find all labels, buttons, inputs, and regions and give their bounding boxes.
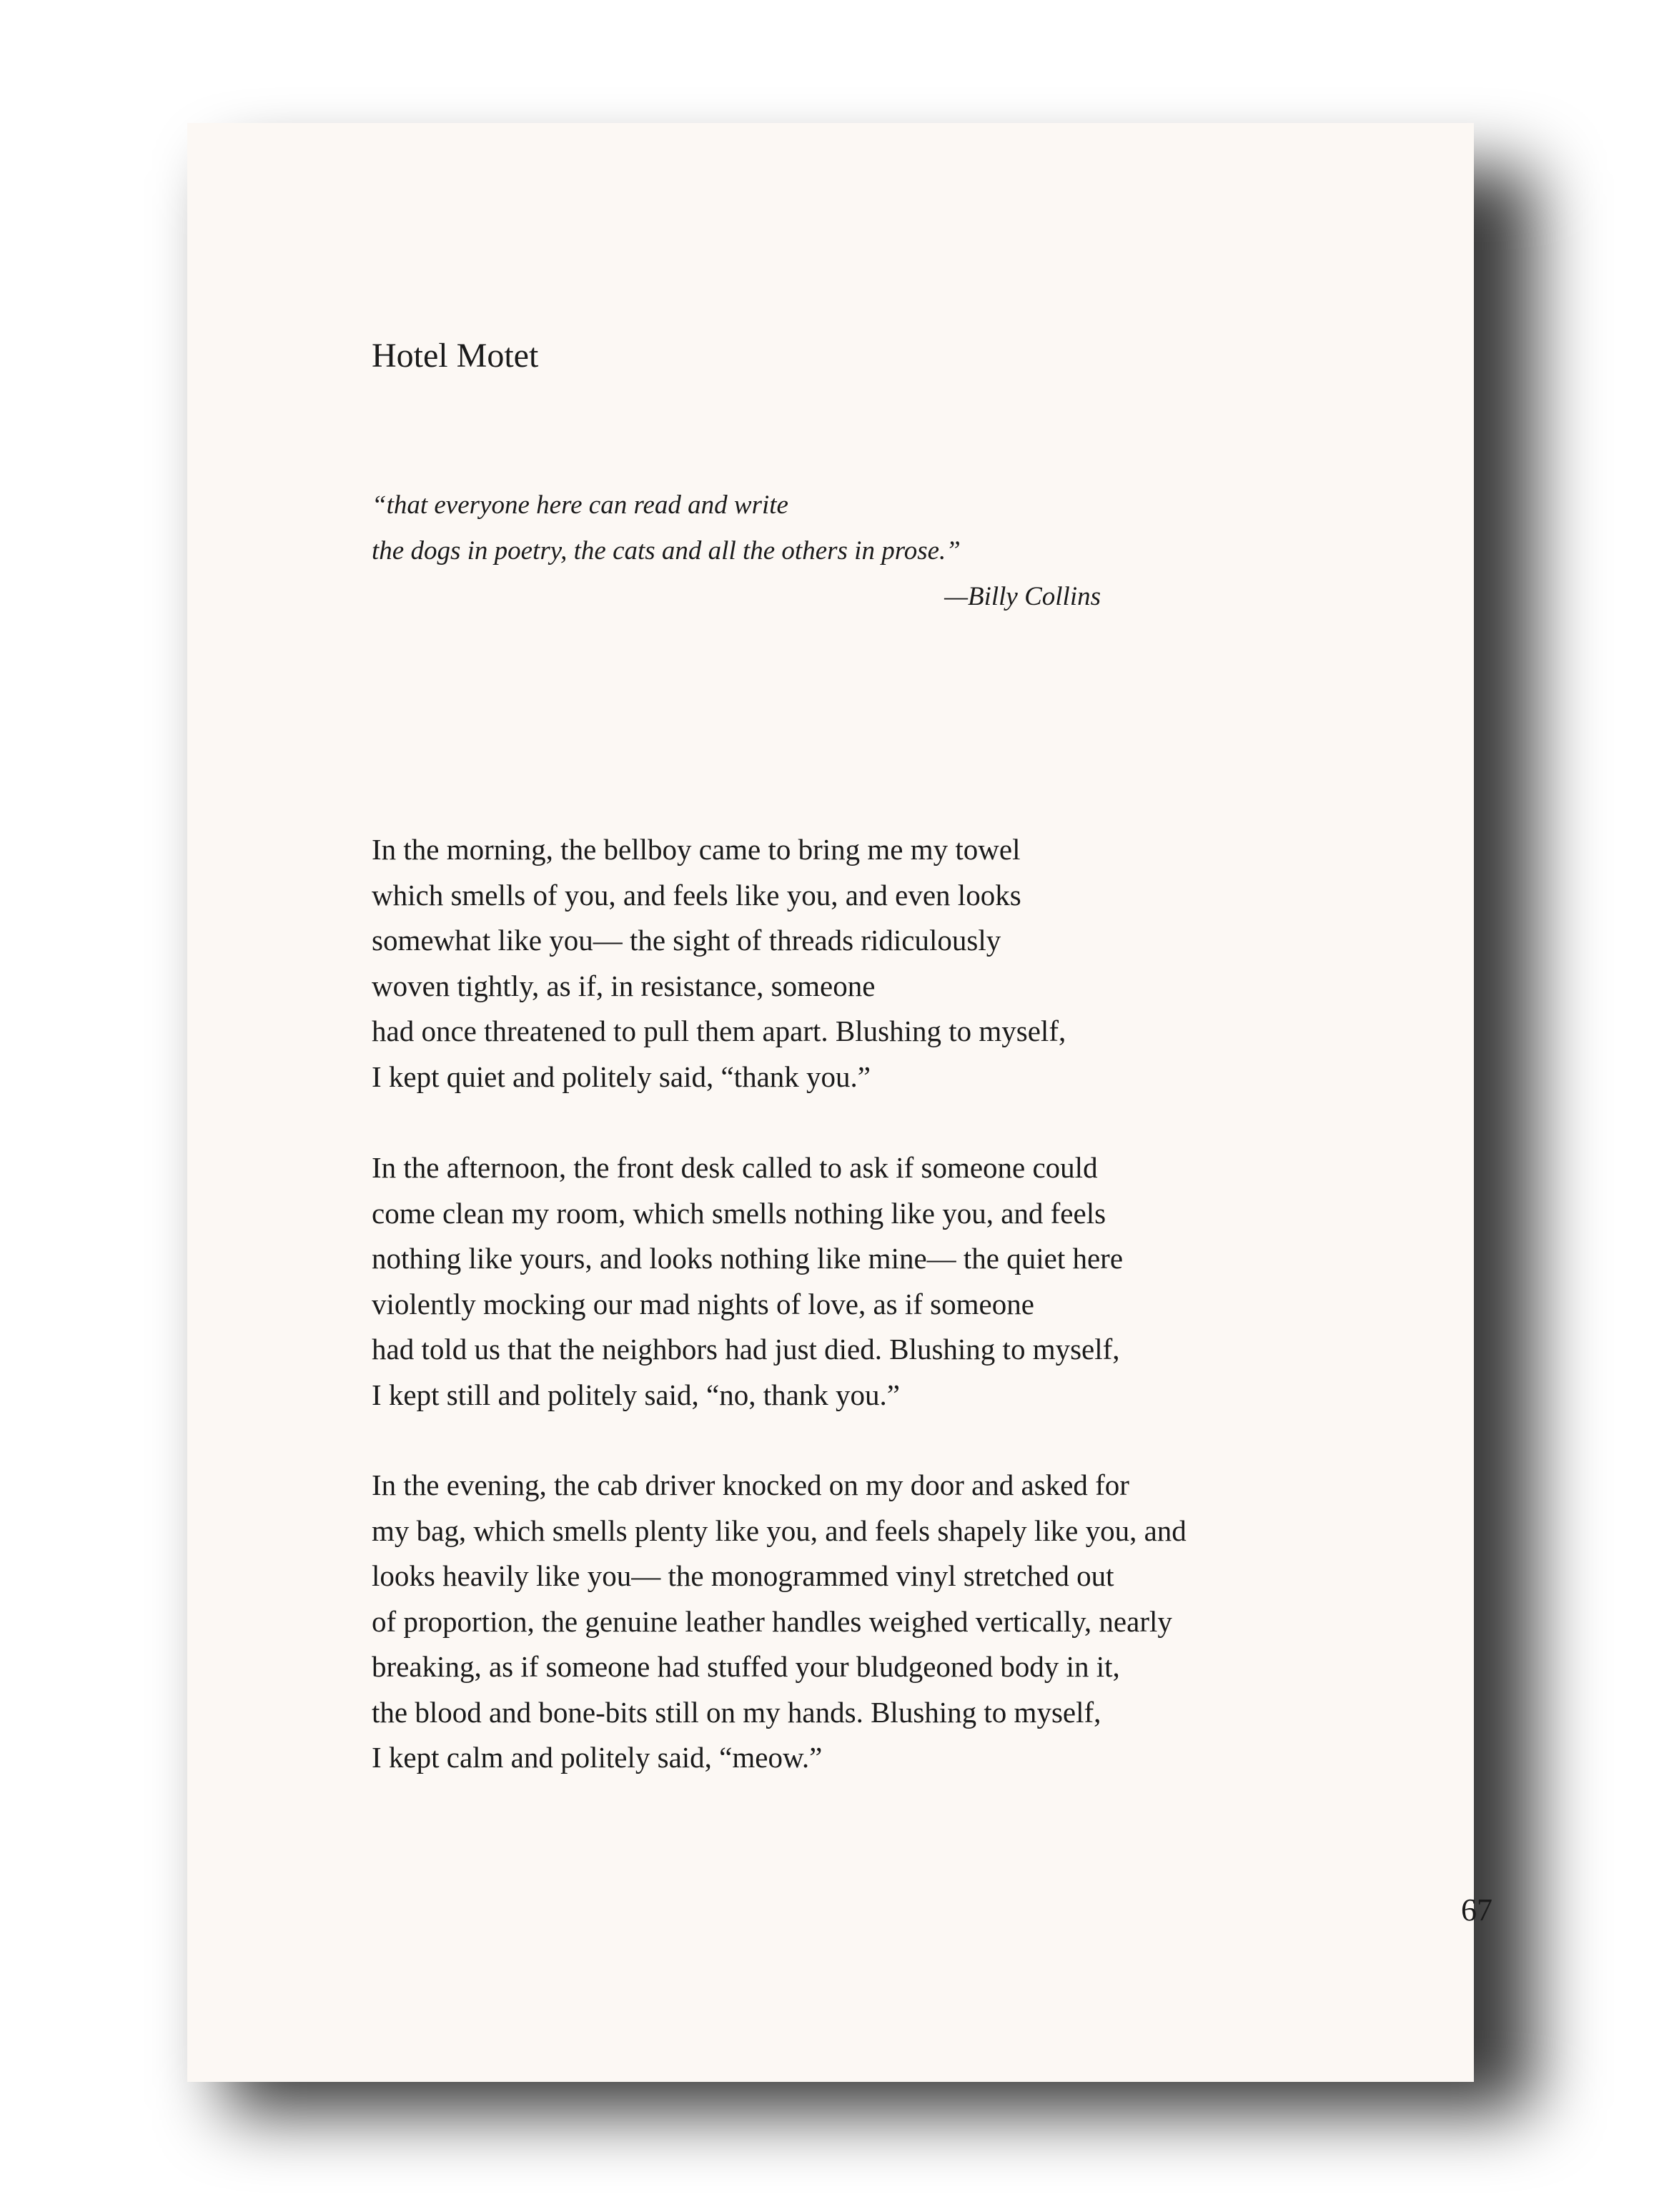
page-number: 67 bbox=[1461, 1892, 1492, 1927]
epigraph-line: “that everyone here can read and write bbox=[372, 490, 788, 520]
poem-line: which smells of you, and feels like you, and even looks bbox=[372, 878, 1021, 912]
epigraph-attribution: —Billy Collins bbox=[944, 582, 1101, 611]
poem-line: of proportion, the genuine leather handles weighed vertically, nearly bbox=[372, 1604, 1172, 1638]
poem-line: nothing like yours, and looks nothing like mine— the quiet here bbox=[372, 1242, 1124, 1275]
poem-line: In the morning, the bellboy came to bring me my towel bbox=[372, 833, 1021, 866]
poem-line: breaking, as if someone had stuffed your bludgeoned body in it, bbox=[372, 1650, 1120, 1683]
stanza-evening bbox=[372, 1463, 1187, 1781]
poem-line: looks heavily like you— the monogrammed vinyl stretched out bbox=[372, 1559, 1114, 1592]
epigraph-line: the dogs in poetry, the cats and all the others in prose.” bbox=[372, 536, 961, 566]
poem-line: I kept quiet and politely said, “thank you.” bbox=[372, 1060, 871, 1093]
poem-line: the blood and bone-bits still on my hands. Blushing to myself, bbox=[372, 1695, 1101, 1729]
poem-line: In the afternoon, the front desk called to ask if someone could bbox=[372, 1151, 1098, 1184]
poem-line: somewhat like you— the sight of threads ridiculously bbox=[372, 924, 1001, 957]
book-page bbox=[187, 123, 1492, 2082]
epigraph bbox=[372, 483, 1101, 620]
poem-line: come clean my room, which smells nothing like you, and feels bbox=[372, 1196, 1106, 1230]
poem-line: In the evening, the cab driver knocked on my door and asked for bbox=[372, 1468, 1129, 1501]
poem-line: violently mocking our mad nights of love, as if someone bbox=[372, 1287, 1034, 1320]
poem-line: had told us that the neighbors had just died. Blushing to myself, bbox=[372, 1333, 1120, 1366]
poem-line: I kept calm and politely said, “meow.” bbox=[372, 1741, 823, 1774]
stanza-afternoon bbox=[372, 1145, 1123, 1418]
poem-line: had once threatened to pull them apart. Blushing to myself, bbox=[372, 1014, 1066, 1047]
poem-line: my bag, which smells plenty like you, and feels shapely like you, and bbox=[372, 1514, 1187, 1547]
stanza-morning bbox=[372, 827, 1066, 1100]
poem-line: I kept still and politely said, “no, thank you.” bbox=[372, 1378, 901, 1411]
poem-title: Hotel Motet bbox=[372, 337, 539, 375]
poem-line: woven tightly, as if, in resistance, someone bbox=[372, 969, 876, 1002]
